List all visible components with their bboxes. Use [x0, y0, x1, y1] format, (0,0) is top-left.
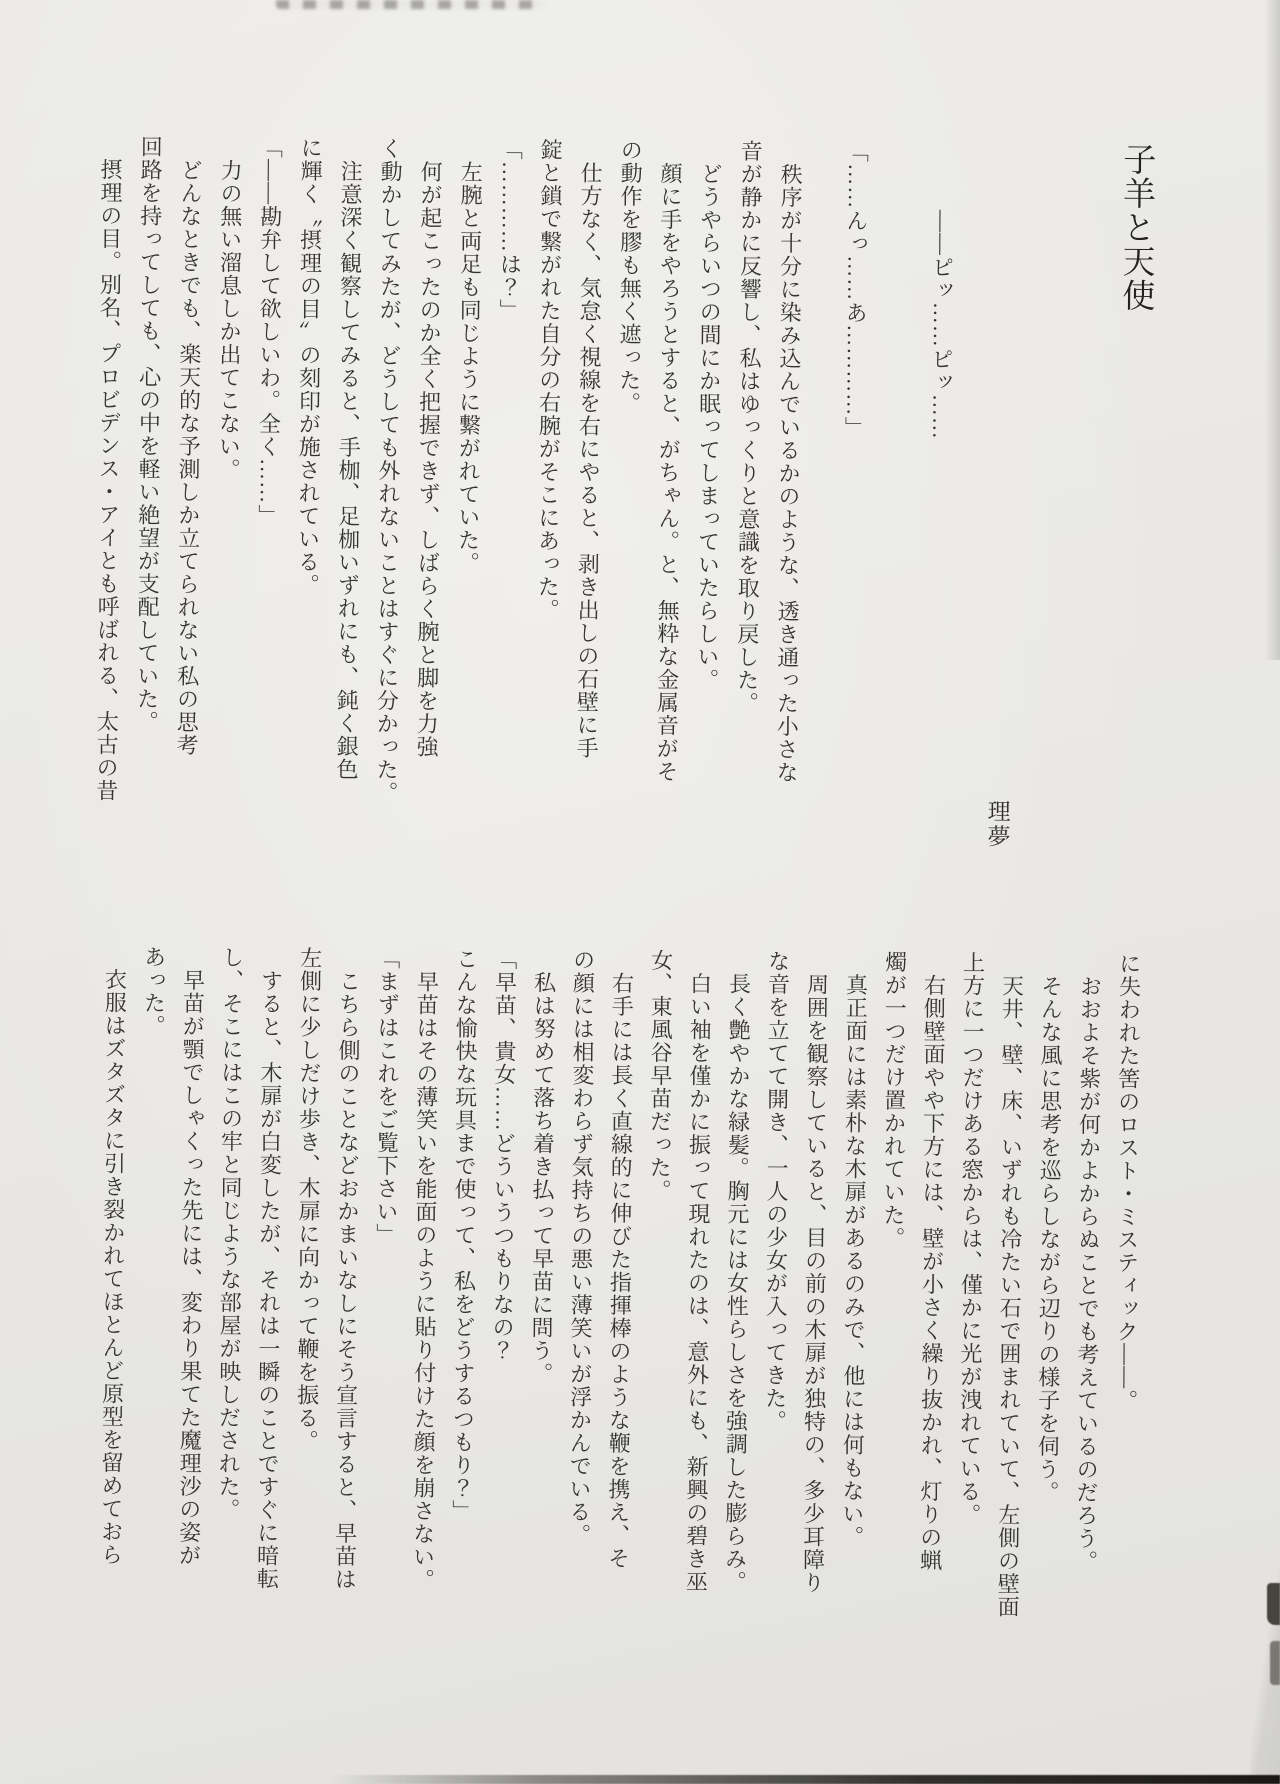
text-column: すると、木扉が白変したが、それは一瞬のことですぐに暗転 [254, 969, 284, 1591]
text-column: どうやらいつの間にか眠ってしまっていたらしい。 [694, 162, 724, 692]
text-column: こんな愉快な玩具まで使って、私をどうするつもり？」 [449, 947, 479, 1523]
author-name: 理夢 [984, 799, 1010, 850]
text-column: 「早苗、貴女……どういうつもりなの？ [489, 947, 518, 1362]
text-column: 「――勘弁して欲しいわ。全く……」 [255, 136, 284, 528]
text-column: 白い袖を僅かに振って現れたのは、意外にも、新興の碧き巫 [683, 972, 713, 1594]
text-column: 音が静かに反響し、私はゆっくりと意識を取り戻した。 [734, 139, 764, 715]
text-column: あった。 [141, 945, 167, 1038]
lower-text-block [69, 945, 1149, 1652]
text-column: 女、東風谷早苗だった。 [646, 948, 674, 1203]
text-column: 燭が一つだけ置かれていた。 [880, 950, 908, 1250]
text-column: な音を立てて開き、一人の少女が入ってきた。 [762, 949, 791, 1433]
text-column: 錠と鎖で繋がれた自分の右腕がそこにあった。 [535, 138, 564, 622]
text-column: 早苗はその薄笑いを能面のように貼り付けた顔を崩さない。 [410, 970, 440, 1592]
text-column: 仕方なく、気怠く視線を右にやると、剥き出しの石壁に手 [574, 161, 604, 760]
text-column: どんなときでも、楽天的な予測しか立てられない私の思考 [174, 158, 204, 757]
text-column: 右側壁面やや下方には、壁が小さく繰り抜かれ、灯りの蝋 [917, 973, 947, 1572]
text-column: 左側に少しだけ歩き、木扉に向かって鞭を振る。 [294, 946, 323, 1453]
upper-text-block [58, 135, 963, 831]
text-column: 天井、壁、床、いずれも冷たい石で囲まれていて、左側の壁面 [995, 974, 1025, 1619]
story-title: 子羊と天使 [1117, 142, 1155, 313]
text-column: ――ピッ……ピッ…… [928, 209, 955, 440]
text-column: 摂理の目。別名、プロビデンス・アイとも呼ばれる、太古の昔 [93, 158, 124, 803]
text-column: 「…………は？」 [497, 137, 524, 322]
text-column: の顔には相変わらず気持ちの悪い薄笑いが浮かんでいる。 [566, 948, 596, 1547]
text-column: 衣服はズタズタに引き裂かれてほとんど原型を留めておら [98, 968, 128, 1567]
text-column: 右手には長く直線的に伸びた指揮棒のような鞭を携え、そ [605, 971, 635, 1570]
text-column: こちら側のことなどおかまいなしにそう宣言すると、早苗は [332, 969, 362, 1591]
text-column: に輝く〝摂理の目〟の刻印が施されている。 [295, 136, 324, 597]
text-column: 早苗が顎でしゃくった先には、変わり果てた魔理沙の姿が [176, 968, 206, 1567]
scan-artifact-corner-mark [1270, 1641, 1280, 1685]
text-column: し、そこにはこの牢と同じような部屋が映しだされた。 [215, 945, 245, 1522]
text-column: 長く艶やかな緑髪。胸元には女性らしさを強調した膨らみ。 [722, 972, 752, 1594]
text-column: に失われた筈のロスト・ミスティック――。 [1113, 952, 1142, 1413]
text-column: 上方に一つだけある窓からは、僅かに光が洩れている。 [956, 951, 986, 1527]
text-column: 力の無い溜息しか出てこない。 [216, 158, 244, 482]
text-column: 「……んっ……あ…………」 [842, 140, 870, 440]
text-column: 何が起こったのか全く把握できず、しばらく腕と脚を力強 [414, 160, 444, 759]
text-column: 秩序が十分に染み込んでいるかのような、透き通った小さな [773, 162, 804, 784]
text-column: 私は努めて落ち着き払って早苗に問う。 [528, 971, 557, 1386]
text-column: 注意深く観察してみると、手枷、足枷いずれにも、鈍く銀色 [333, 159, 364, 781]
text-column: そんな風に思考を巡らしながら辺りの様子を伺う。 [1034, 974, 1064, 1504]
text-column: 回路を持ってしても、心の中を軽い絶望が支配していた。 [134, 135, 164, 734]
text-column: 周囲を観察していると、目の前の木扉が独特の、多少耳障り [800, 972, 830, 1595]
text-column: おおよそ紫が何かよからぬことでも考えているのだろう。 [1073, 974, 1103, 1574]
text-column: 左腕と両足も同じように繋がれていた。 [455, 160, 484, 575]
text-column: 「まずはこれをご覧下さい」 [373, 946, 401, 1247]
text-column: 顔に手をやろうとすると、がちゃん。と、無粋な金属音がそ [653, 161, 684, 784]
text-column: く動かしてみたが、どうしても外れないことはすぐに分かった。 [373, 136, 404, 805]
text-column: 真正面には素朴な木扉があるのみで、他には何もない。 [839, 973, 869, 1549]
text-column: の動作を膠も無く遮った。 [616, 138, 644, 415]
